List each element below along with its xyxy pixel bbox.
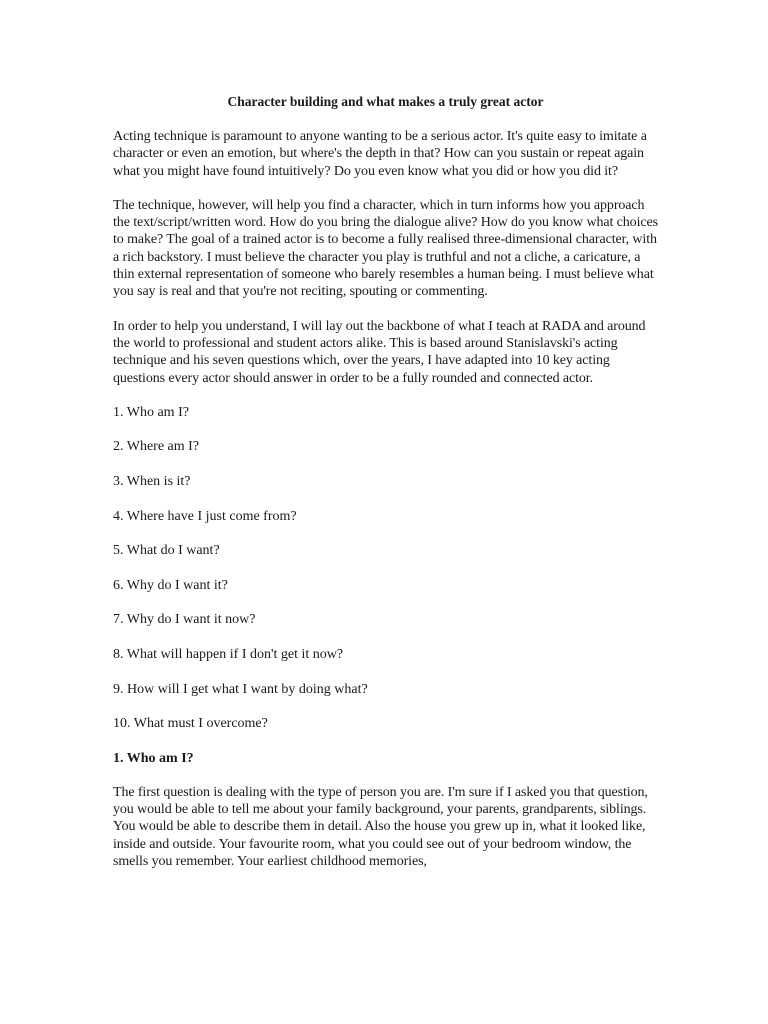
questions-list	[113, 404, 658, 732]
document-body	[113, 93, 658, 887]
question-item: 1. Who am I?	[113, 404, 189, 420]
question-item: 9. How will I get what I want by doing what?	[113, 681, 368, 697]
question-item: 7. Why do I want it now?	[113, 612, 256, 628]
question-item: 5. What do I want?	[113, 543, 220, 559]
question-item: 8. What will happen if I don't get it now?	[113, 647, 344, 663]
rada-paragraph: In order to help you understand, I will lay out the backbone of what I teach at RADA and around the world to professional and student actors alike. This is based around Stanislavski's acting technique and his seven questions which, over the years, I have adapted into 10 key acting questions every actor should answer in order to be a fully rounded and connected actor.	[113, 318, 646, 386]
technique-paragraph: The technique, however, will help you find a character, which in turn informs how you approach the text/script/written word. How do you bring the dialogue alive? How do you know what choices to make? The goal of a trained actor is to become a fully realised three-dimensional character, with a rich backstory. I must believe the character you play is truthful and not a cliche, a caricature, a thin external representation of someone who barely resembles a human being. I must believe what you say is real and that you're not reciting, spouting or commenting.	[113, 197, 658, 300]
question-item: 10. What must I overcome?	[113, 716, 268, 732]
question-item: 6. Why do I want it?	[113, 577, 228, 593]
intro-paragraph: Acting technique is paramount to anyone wanting to be a serious actor. It's quite easy to imitate a character or even an emotion, but where's the depth in that? How can you sustain or repeat again what you might have found intuitively? Do you even know what you did or how you did it?	[113, 129, 647, 179]
question-item: 3. When is it?	[113, 474, 191, 490]
section-heading: 1. Who am I?	[113, 750, 194, 766]
section-paragraph: The first question is dealing with the type of person you are. I'm sure if I asked you that question, you would be able to tell me about your family background, your parents, grandparents, siblings. You would be able to describe them in detail. Also the house you grew up in, what it looked like, inside and outside. Your favourite room, what you could see out of your bedroom window, the smells you remember. Your earliest childhood memories,	[113, 784, 648, 869]
question-item: 2. Where am I?	[113, 439, 200, 455]
question-item: 4. Where have I just come from?	[113, 508, 297, 524]
document-title: Character building and what makes a truly great actor	[227, 94, 544, 109]
